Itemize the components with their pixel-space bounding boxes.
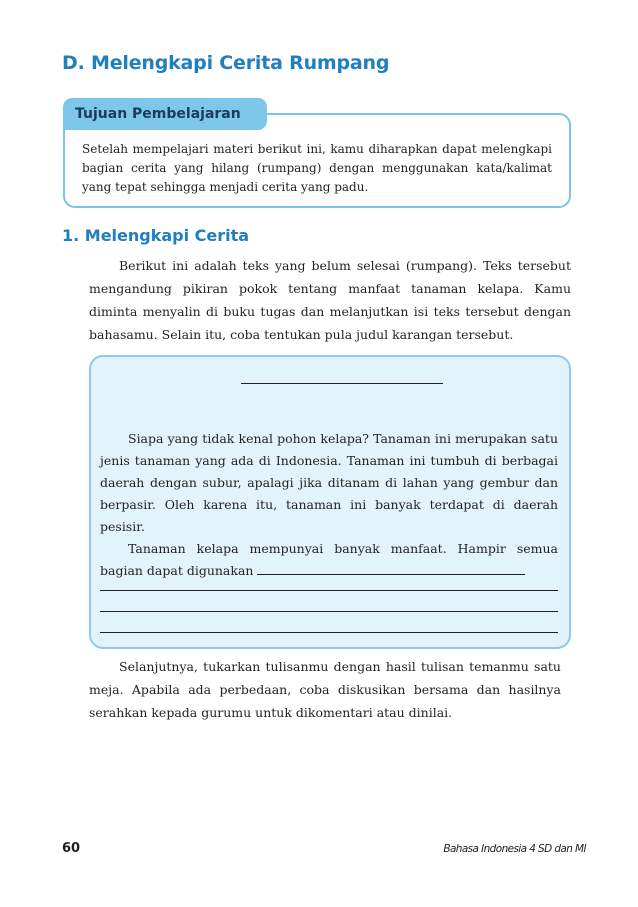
subsection-heading: 1. Melengkapi Cerita xyxy=(62,226,250,245)
fill-in-blank xyxy=(257,562,525,575)
closing-paragraph: Selanjutnya, tukarkan tulisanmu dengan hasil tulisan temanmu satu meja. Apabila ada perbedaan, coba diskusikan bersama dan hasilnya serahkan kepada gurumu untuk dikomentari atau dinilai. xyxy=(89,659,561,720)
story-text xyxy=(100,428,558,582)
story-paragraph-2-text: Tanaman kelapa mempunyai banyak manfaat. Hampir semua bagian dapat digunakan xyxy=(100,541,558,578)
story-paragraph-2 xyxy=(100,538,558,582)
story-paragraph-1: Siapa yang tidak kenal pohon kelapa? Tanaman ini merupakan satu jenis tanaman yang ada di Indonesia. Tanaman ini tumbuh di berbagai daerah dengan subur, apalagi jika ditanam di lahan yang gembur dan berpasir. Oleh karena itu, tanaman ini banyak terdapat di daerah pesisir. xyxy=(100,431,558,534)
story-title-blank xyxy=(241,382,443,384)
section-heading: D. Melengkapi Cerita Rumpang xyxy=(62,52,390,74)
intro-paragraph: Berikut ini adalah teks yang belum selesai (rumpang). Teks tersebut mengandung pikiran pokok tentang manfaat tanaman kelapa. Kamu diminta menyalin di buku tugas dan melanjutkan isi teks tersebut dengan bahasamu. Selain itu, coba tentukan pula judul karangan tersebut. xyxy=(89,258,571,342)
learning-goal-text: Setelah mempelajari materi berikut ini, kamu diharapkan dapat melengkapi bagian cerita yang hilang (rumpang) dengan menggunakan kata/kalimat yang tepat sehingga menjadi cerita yang padu. xyxy=(82,142,552,194)
book-title-footer: Bahasa Indonesia 4 SD dan MI xyxy=(443,843,586,855)
learning-goal-tab: Tujuan Pembelajaran xyxy=(63,98,267,130)
blank-line xyxy=(100,631,558,633)
blank-line xyxy=(100,589,558,591)
blank-line xyxy=(100,610,558,612)
page-number: 60 xyxy=(62,841,81,856)
